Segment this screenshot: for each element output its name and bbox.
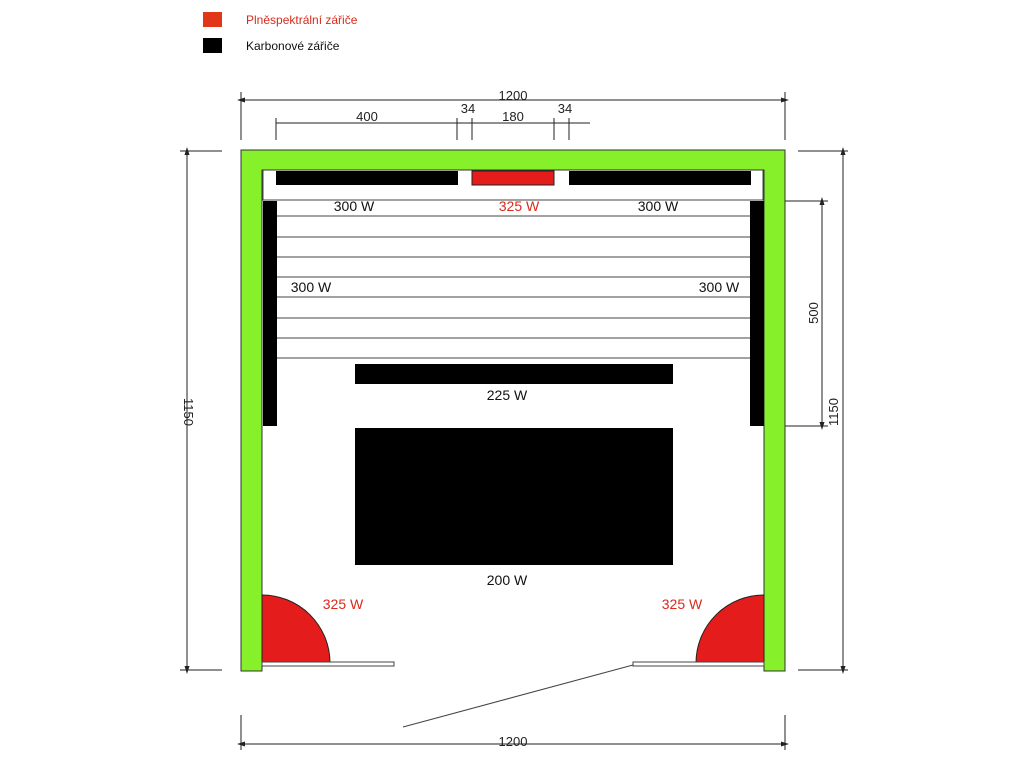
heater-back-left	[276, 171, 458, 185]
dimension-label-bench-height: 500	[806, 302, 821, 324]
legend-swatch-full-spectrum	[203, 12, 222, 27]
dimension-label-height-left: 1150	[181, 398, 196, 426]
legend-label-carbon: Karbonové zářiče	[246, 39, 340, 53]
heater-corner-right	[696, 595, 764, 663]
heater-corner-left	[262, 595, 330, 663]
heater-floor	[355, 428, 673, 565]
label-heater-side-left: 300 W	[290, 279, 332, 295]
dimension-label-width-top: 1200	[498, 88, 528, 103]
dimension-segments-top	[276, 118, 590, 140]
door-stop-left	[262, 662, 394, 666]
legend-swatch-carbon	[203, 38, 222, 53]
door	[262, 662, 764, 666]
dimension-label-180: 180	[502, 109, 524, 124]
label-heater-corner-left: 325 W	[322, 596, 364, 612]
label-heater-side-right: 300 W	[698, 279, 740, 295]
bench-slats	[277, 216, 750, 358]
heater-side-left	[263, 201, 277, 426]
label-heater-back-left: 300 W	[333, 198, 375, 214]
label-heater-floor: 200 W	[486, 572, 528, 588]
legend	[203, 12, 358, 53]
cabin-frame	[241, 150, 785, 671]
dimension-label-34-right: 34	[557, 101, 573, 116]
dimension-label-34-left: 34	[460, 101, 476, 116]
door-swing-line	[403, 665, 633, 727]
heater-side-right	[750, 201, 764, 426]
label-heater-bench: 225 W	[486, 387, 528, 403]
door-panel	[633, 662, 764, 666]
label-heater-back-center: 325 W	[498, 198, 540, 214]
dimension-label-400: 400	[356, 109, 378, 124]
dimension-label-height-right: 1150	[826, 398, 841, 426]
legend-label-full-spectrum: Plněspektrální zářiče	[246, 13, 358, 27]
heater-bench	[355, 364, 673, 384]
heater-back-right	[569, 171, 751, 185]
heater-back-center	[472, 171, 554, 185]
dimension-label-width-bottom: 1200	[498, 734, 528, 749]
label-heater-corner-right: 325 W	[661, 596, 703, 612]
label-heater-back-right: 300 W	[637, 198, 679, 214]
